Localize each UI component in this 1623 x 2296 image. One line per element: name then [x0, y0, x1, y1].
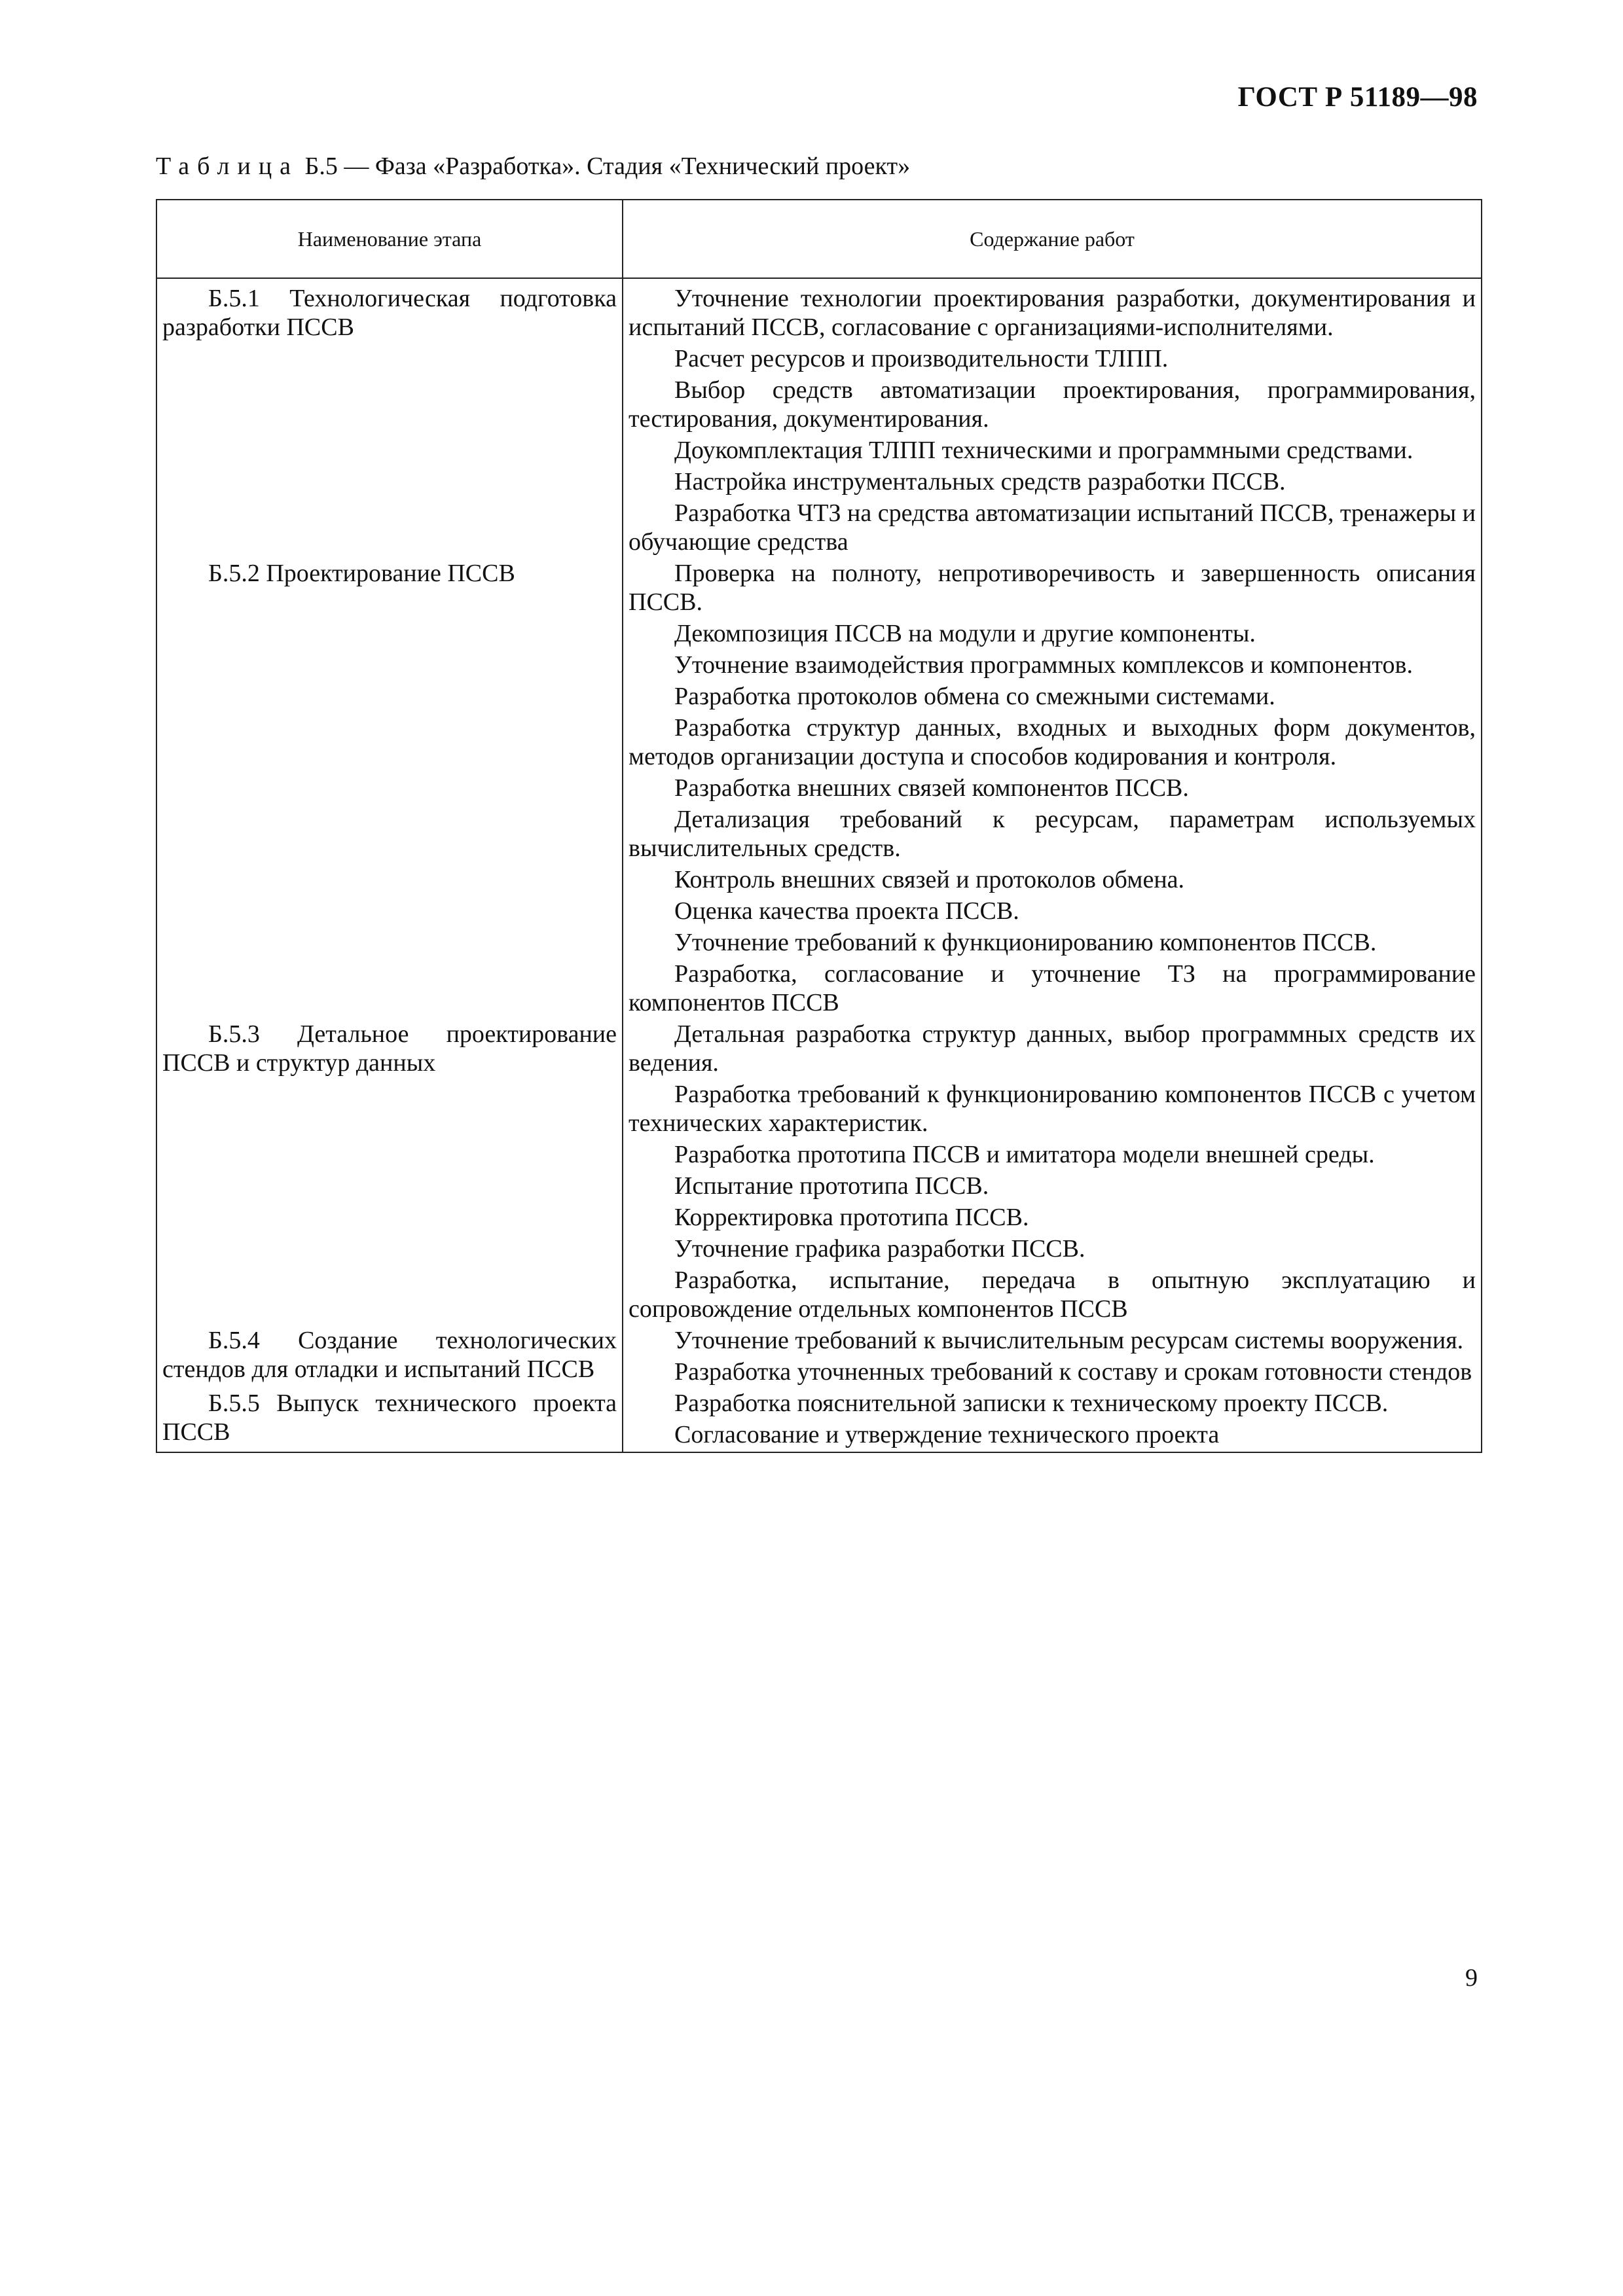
- stage-name: Б.5.5 Выпуск технического проекта ПССВ: [162, 1390, 617, 1446]
- work-item: Расчет ресурсов и производительности ТЛПП.: [674, 345, 1169, 372]
- table-row: [156, 1326, 1482, 1389]
- work-item: Детализация требований к ресурсам, параметрам используемых вычислительных средств.: [629, 806, 1476, 862]
- table-body: [156, 278, 1482, 1452]
- work-item: Выбор средств автоматизации проектирования, программирования, тестирования, документирования.: [629, 376, 1476, 433]
- work-item: Разработка протоколов обмена со смежными системами.: [674, 683, 1275, 710]
- stage-name: Б.5.1 Технологическая подготовка разработки ПССВ: [162, 285, 617, 341]
- stage-cell: [156, 1326, 623, 1389]
- works-cell: [623, 1389, 1482, 1452]
- work-item: Проверка на полноту, непротиворечивость и завершенность описания ПССВ.: [629, 560, 1476, 616]
- table-row: [156, 1020, 1482, 1326]
- work-item: Согласование и утверждение технического проекта: [674, 1421, 1220, 1448]
- work-item: Корректировка прототипа ПССВ.: [674, 1204, 1029, 1231]
- work-item: Разработка внешних связей компонентов ПССВ.: [674, 774, 1189, 802]
- stages-table: [156, 199, 1482, 1453]
- table-caption-label: Таблица: [156, 152, 299, 180]
- work-item: Оценка качества проекта ПССВ.: [674, 897, 1019, 925]
- work-item: Настройка инструментальных средств разработки ПССВ.: [674, 468, 1286, 495]
- work-item: Уточнение требований к функционированию компонентов ПССВ.: [674, 929, 1377, 956]
- table-row: [156, 278, 1482, 559]
- table-row: [156, 559, 1482, 1020]
- work-item: Разработка требований к функционированию компонентов ПССВ с учетом технических характеристик.: [629, 1081, 1476, 1137]
- works-cell: [623, 278, 1482, 559]
- stage-cell: [156, 278, 623, 559]
- work-item: Детальная разработка структур данных, выбор программных средств их ведения.: [629, 1020, 1476, 1077]
- work-item: Уточнение технологии проектирования разработки, документирования и испытаний ПССВ, согласование с организациями-исполнителями.: [629, 285, 1476, 341]
- work-item: Разработка прототипа ПССВ и имитатора модели внешней среды.: [674, 1141, 1375, 1168]
- work-item: Контроль внешних связей и протоколов обмена.: [674, 866, 1185, 893]
- work-item: Уточнение требований к вычислительным ресурсам системы вооружения.: [674, 1327, 1464, 1354]
- work-item: Разработка ЧТЗ на средства автоматизации испытаний ПССВ, тренажеры и обучающие средства: [629, 499, 1476, 556]
- work-item: Испытание прототипа ПССВ.: [674, 1172, 989, 1200]
- table-header-row: [156, 200, 1482, 278]
- standard-number: ГОСТ Р 51189—98: [1237, 82, 1478, 113]
- work-item: Разработка пояснительной записки к техническому проекту ПССВ.: [674, 1390, 1389, 1417]
- work-item: Разработка, согласование и уточнение ТЗ на программирование компонентов ПССВ: [629, 960, 1476, 1016]
- stage-cell: [156, 1389, 623, 1452]
- works-cell: [623, 559, 1482, 1020]
- table-caption: [156, 152, 910, 181]
- stage-cell: [156, 559, 623, 1020]
- stage-name: Б.5.4 Создание технологических стендов для отладки и испытаний ПССВ: [162, 1327, 617, 1383]
- column-header-stage: Наименование этапа: [156, 200, 623, 278]
- stage-name: Б.5.3 Детальное проектирование ПССВ и структур данных: [162, 1020, 617, 1077]
- work-item: Разработка, испытание, передача в опытную эксплуатацию и сопровождение отдельных компонентов ПССВ: [629, 1266, 1476, 1323]
- work-item: Уточнение взаимодействия программных комплексов и компонентов.: [674, 651, 1413, 679]
- work-item: Декомпозиция ПССВ на модули и другие компоненты.: [674, 620, 1256, 647]
- work-item: Доукомплектация ТЛПП техническими и программными средствами.: [674, 437, 1413, 464]
- column-header-works: Содержание работ: [623, 200, 1482, 278]
- work-item: Разработка структур данных, входных и выходных форм документов, методов организации доступа и способов кодирования и контроля.: [629, 714, 1476, 770]
- work-item: Уточнение графика разработки ПССВ.: [674, 1235, 1085, 1263]
- table-caption-text: Б.5 — Фаза «Разработка». Стадия «Технический проект»: [299, 152, 911, 180]
- page-number: 9: [1465, 1964, 1478, 1992]
- table-row: [156, 1389, 1482, 1452]
- works-cell: [623, 1020, 1482, 1326]
- stage-cell: [156, 1020, 623, 1326]
- work-item: Разработка уточненных требований к составу и срокам готовности стендов: [674, 1358, 1472, 1386]
- stage-name: Б.5.2 Проектирование ПССВ: [208, 560, 515, 587]
- works-cell: [623, 1326, 1482, 1389]
